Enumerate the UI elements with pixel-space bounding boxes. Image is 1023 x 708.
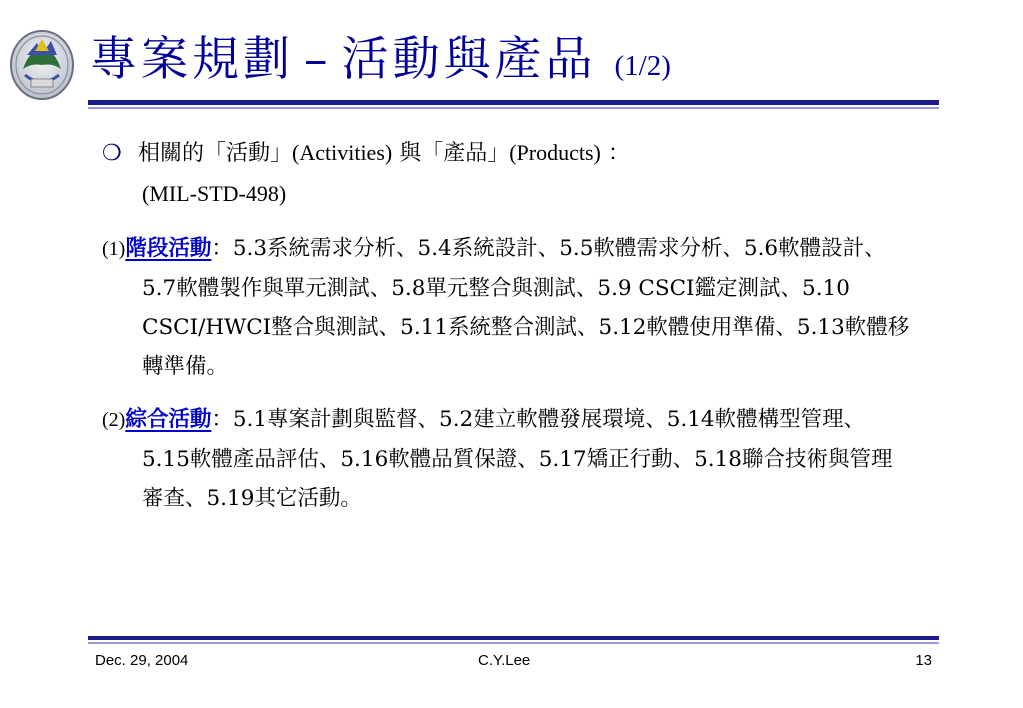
intro-text-3: 與「產品」	[392, 141, 510, 166]
intro-text-5: ：	[600, 141, 630, 166]
term-link-phase-activities[interactable]: 階段活動	[125, 236, 212, 261]
footer-author: C.Y.Lee	[478, 652, 531, 669]
list-item	[102, 400, 912, 518]
list-item-text: ：5.1專案計劃與監督、5.2建立軟體發展環境、5.14軟體構型管理、5.15軟體產品評估、5.16軟體品質保證、5.17矯正行動、5.18聯合技術與管理審查、5.19其它活動。	[142, 407, 893, 511]
list-item-text: ：5.3系統需求分析、5.4系統設計、5.5軟體需求分析、5.6軟體設計、5.7軟體製作與單元測試、5.8單元整合與測試、5.9 CSCI鑑定測試、5.10 CSCI/HWCI整合與測試、5.11系統整合測試、5.12軟體使用準備、5.13軟體移轉準備。	[142, 236, 910, 379]
footer-rule-thin	[88, 642, 939, 644]
list-item-number: (1)	[102, 238, 126, 260]
title-main: 專案規劃	[90, 32, 294, 87]
slide-title	[90, 28, 910, 92]
footer-date: Dec. 29, 2004	[95, 652, 189, 669]
footer-page-number: 13	[915, 652, 932, 669]
header-rule-thin	[88, 107, 939, 109]
term-link-integral-activities[interactable]: 綜合活動	[125, 407, 212, 432]
title-page-indicator: (1/2)	[614, 50, 671, 82]
title-sub: 活動與產品	[341, 32, 597, 87]
intro-text-1: 相關的「活動」	[138, 141, 293, 166]
slide-body	[102, 133, 912, 532]
header-rule-thick	[88, 100, 939, 105]
footer-rule-thick	[88, 636, 939, 640]
title-separator: –	[304, 32, 332, 87]
list-item-number: (2)	[102, 409, 126, 431]
hollow-circle-bullet-icon: ❍	[102, 141, 122, 166]
intro-bullet	[102, 133, 912, 215]
list-item	[102, 229, 912, 386]
intro-text-products: (Products)	[509, 140, 601, 165]
intro-text-activities: (Activities)	[292, 140, 393, 165]
intro-text-standard: (MIL-STD-498)	[142, 181, 287, 206]
university-seal-icon	[9, 29, 75, 101]
